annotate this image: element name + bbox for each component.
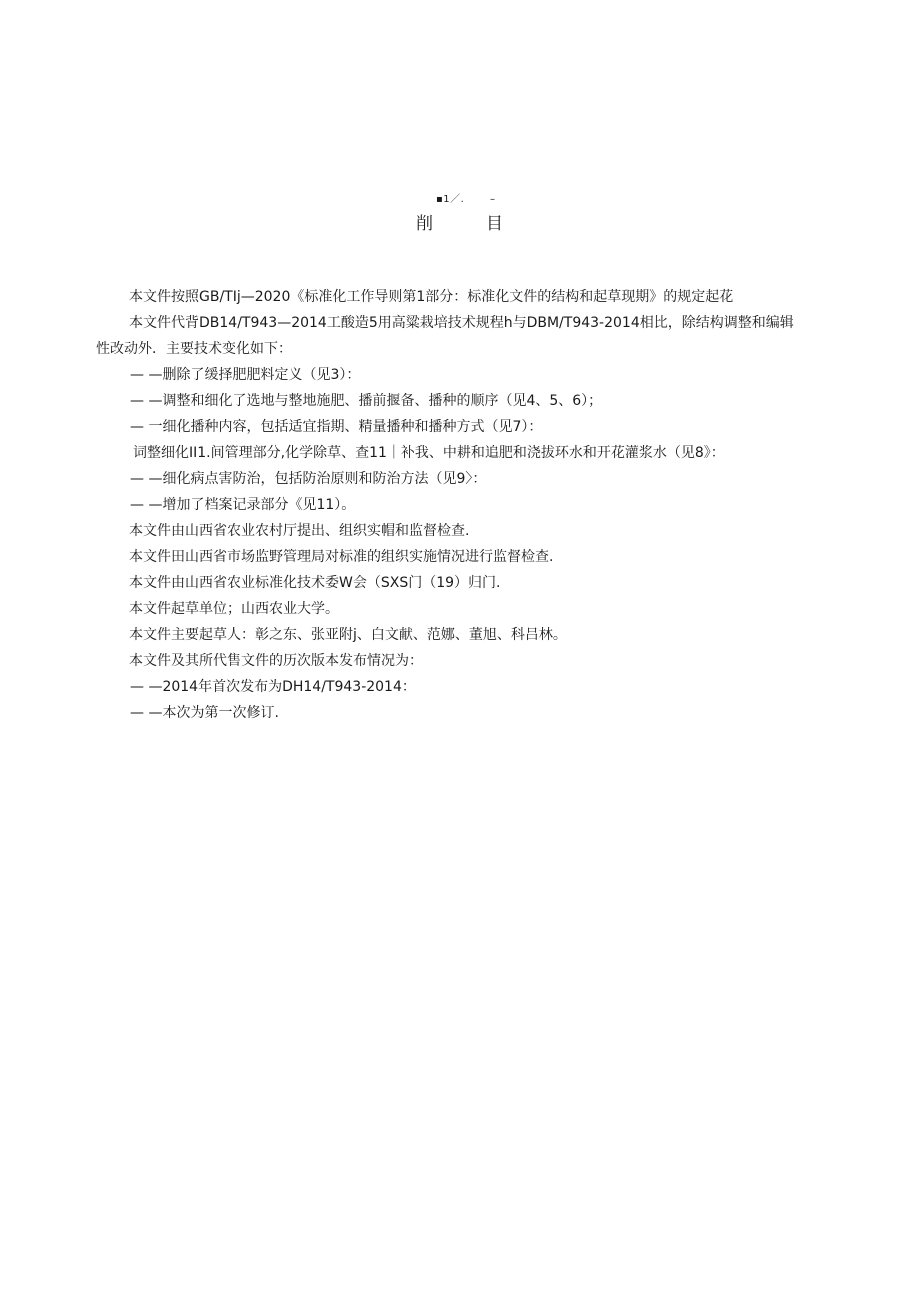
paragraph-history: 本文件及其所代售文件的历次版本发布情况为： xyxy=(129,653,423,669)
history-item: — —2014年首次发布为DH14/T943-2014： xyxy=(130,679,416,695)
change-item: — 一细化播种内容，包括适宜指期、精量播种和播种方式（见7）： xyxy=(130,419,543,435)
paragraph-committee: 本文件由山西省农业标准化技术委W会（SXS门（19）归门. xyxy=(129,575,501,591)
change-item: — —删除了缓择肥肥料定义（见3）： xyxy=(130,367,361,383)
paragraph-proposed-by: 本文件由山西省农业农村厅提出、组织实帽和监督检查. xyxy=(129,523,470,539)
change-item: — —细化病点害防治，包括防治原则和防治方法（见9〉： xyxy=(130,471,487,487)
header-mark-left: ▪1／. xyxy=(436,194,465,205)
paragraph-supervision: 本文件田山西省市场监野管理局对标准的组织实施情况进行监督检查. xyxy=(129,549,554,565)
change-item: — —增加了档案记录部分《见11）。 xyxy=(130,497,356,513)
change-item: — —调整和细化了选地与整地施肥、播前揠备、播种的顺序（见4、5、6）； xyxy=(130,393,603,409)
paragraph-replaces-cont: 性改动外．主要技术变化如下： xyxy=(96,341,292,357)
paragraph-drafters: 本文件主要起草人：彰之东、张亚附j、白文献、范娜、董旭、科吕林。 xyxy=(129,627,567,643)
title-char-2: 目 xyxy=(486,214,503,234)
change-item: 词整细化II1.间管理部分,化学除草、查11｜补我、中耕和追肥和浇拔环水和开花灌浆水（见8》： xyxy=(133,445,725,461)
paragraph-basis: 本文件按照GB/TIj—2020《标准化工作导则第1部分：标准化文件的结构和起草现期》的规定起花 xyxy=(129,289,734,305)
title-char-1: 削 xyxy=(416,214,433,234)
header-marks xyxy=(0,193,920,207)
header-mark-right: – xyxy=(490,194,495,205)
paragraph-replaces: 本文件代背DB14/T943—2014工酸造5用高粱栽培技术规程h与DBM/T943-2014相比，除结构调整和编辑 xyxy=(129,315,794,331)
page-title xyxy=(0,212,920,236)
foreword-body xyxy=(96,284,826,726)
paragraph-drafting-unit: 本文件起草单位；山西农业大学。 xyxy=(129,601,339,617)
history-item: — —本次为第一次修订. xyxy=(130,705,279,721)
